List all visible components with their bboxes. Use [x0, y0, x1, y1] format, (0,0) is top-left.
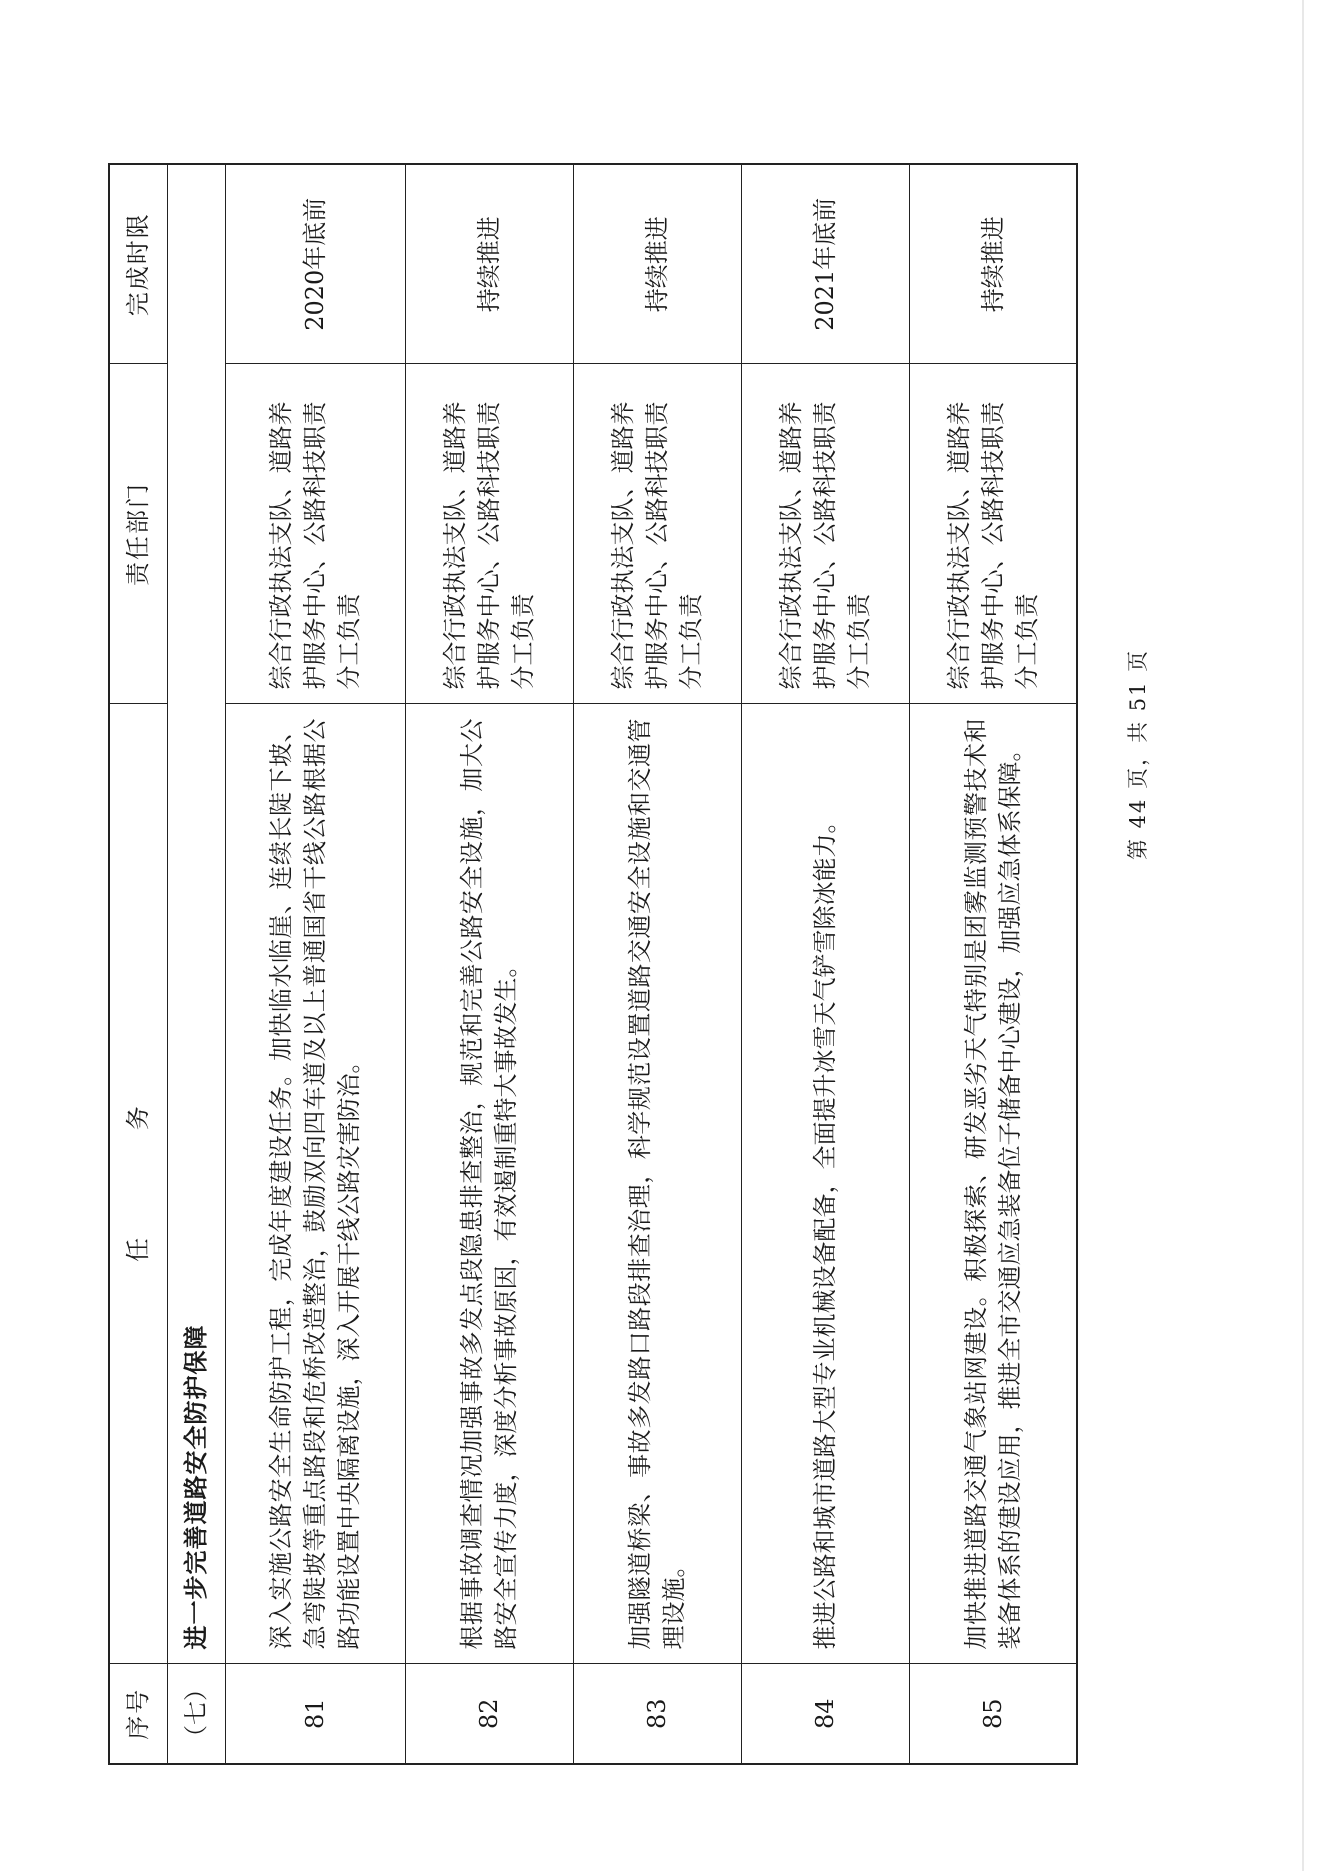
row-deadline: 2021年底前	[741, 164, 909, 364]
row-number: 82	[405, 1664, 573, 1764]
section-title: 进一步完善道路安全防护保障	[167, 164, 225, 1664]
header-number: 序号	[109, 1664, 167, 1764]
row-task: 根据事故调查情况加强事故多发点段隐患排查整治，规范和完善公路安全设施，加大公路安全宣传力度，深度分析事故原因，有效遏制重特大事故发生。	[405, 704, 573, 1664]
row-number: 83	[573, 1664, 741, 1764]
row-department: 综合行政执法支队、道路养护服务中心、公路科技职责分工负责	[741, 364, 909, 704]
row-deadline: 2020年底前	[225, 164, 405, 364]
paper-edge	[1302, 0, 1304, 1871]
row-deadline: 持续推进	[405, 164, 573, 364]
task-table	[108, 163, 1078, 1765]
table-row	[909, 164, 1077, 1764]
header-department: 责任部门	[109, 364, 167, 704]
row-deadline: 持续推进	[573, 164, 741, 364]
rotated-table-wrapper	[108, 165, 1068, 1765]
header-task: 任 务	[109, 704, 167, 1664]
row-department: 综合行政执法支队、道路养护服务中心、公路科技职责分工负责	[405, 364, 573, 704]
table-row	[741, 164, 909, 1764]
page-footer: 第 44 页，共 51 页	[1126, 648, 1150, 860]
row-task: 深入实施公路安全生命防护工程，完成年度建设任务。加快临水临崖、连续长陡下坡、急弯陡坡等重点路段和危桥改造整治，鼓励双向四车道及以上普通国省干线公路根据公路功能设置中央隔离设施，深入开展干线公路灾害防治。	[225, 704, 405, 1664]
row-number: 85	[909, 1664, 1077, 1764]
row-department: 综合行政执法支队、道路养护服务中心、公路科技职责分工负责	[573, 364, 741, 704]
header-row	[109, 164, 167, 1764]
table-row	[573, 164, 741, 1764]
row-number: 81	[225, 1664, 405, 1764]
header-deadline: 完成时限	[109, 164, 167, 364]
table-row	[405, 164, 573, 1764]
row-number: 84	[741, 1664, 909, 1764]
table-row	[225, 164, 405, 1764]
row-deadline: 持续推进	[909, 164, 1077, 364]
row-task: 加快推进道路交通气象站网建设。积极探索、研发恶劣天气特别是团雾监测预警技术和装备体系的建设应用，推进全市交通应急装备位子储备中心建设，加强应急体系保障。	[909, 704, 1077, 1664]
section-row	[167, 164, 225, 1764]
row-task: 加强隧道桥梁、事故多发路口路段排查治理，科学规范设置道路交通安全设施和交通管理设施。	[573, 704, 741, 1664]
section-number: （七）	[167, 1664, 225, 1764]
row-department: 综合行政执法支队、道路养护服务中心、公路科技职责分工负责	[909, 364, 1077, 704]
row-task: 推进公路和城市道路大型专业机械设备配备，全面提升冰雪天气铲雪除冰能力。	[741, 704, 909, 1664]
row-department: 综合行政执法支队、道路养护服务中心、公路科技职责分工负责	[225, 364, 405, 704]
